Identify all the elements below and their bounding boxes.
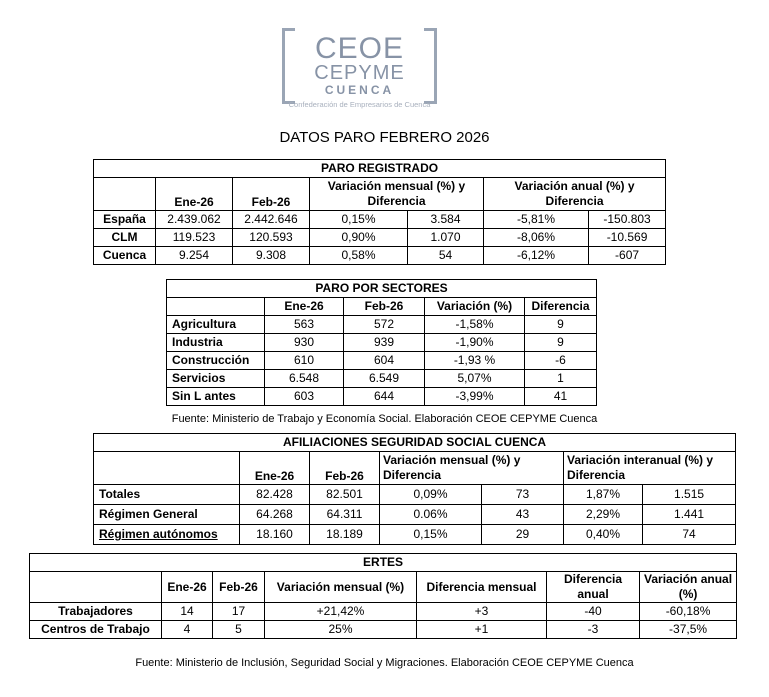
cell-feb: 604: [344, 352, 425, 370]
paro-registrado-table: [93, 159, 666, 265]
cell-var-mensual: +21,42%: [265, 603, 417, 621]
ertes-table: [29, 553, 737, 639]
cell-variacion: 5,07%: [425, 370, 525, 388]
cell-var-anual: -6,12%: [484, 247, 589, 265]
col-header-var-anual: Variación anual (%): [640, 572, 737, 603]
row-label: España: [94, 211, 156, 229]
logo-frame-right: [424, 28, 437, 104]
cell-var-mensual: 0,58%: [310, 247, 408, 265]
cell-dif-anual: -3: [547, 621, 640, 639]
cell-variacion: -1,90%: [425, 334, 525, 352]
cell-ene: 18.160: [240, 525, 310, 545]
fuente-ministerio-trabajo: Fuente: Ministerio de Trabajo y Economía Social. Elaboración CEOE CEPYME Cuenca: [171, 413, 598, 425]
table-row: [94, 485, 736, 505]
afiliaciones-corner: [94, 452, 240, 485]
cell-var-mensual: 0,15%: [380, 525, 482, 545]
table-row: [30, 603, 737, 621]
col-header-feb: Feb-26: [310, 452, 380, 485]
table-row: [167, 334, 597, 352]
row-label: Centros de Trabajo: [30, 621, 162, 639]
table-row: [94, 525, 736, 545]
table-row: [94, 229, 666, 247]
table-row: [167, 352, 597, 370]
cell-ene: 82.428: [240, 485, 310, 505]
cell-var-mensual: 0.06%: [380, 505, 482, 525]
table-row: [94, 247, 666, 265]
cell-feb: 64.311: [310, 505, 380, 525]
row-label: Agricultura: [167, 316, 265, 334]
col-header-dif-anual: Diferencia anual: [547, 572, 640, 603]
cell-dif-mensual: +1: [417, 621, 547, 639]
logo-tagline: Confederación de Empresarios de Cuenca: [288, 100, 431, 109]
cell-feb: 939: [344, 334, 425, 352]
cell-dif-mensual: 43: [482, 505, 564, 525]
cell-ene: 603: [265, 388, 344, 406]
cell-ene: 119.523: [156, 229, 233, 247]
paro-sectores-caption: PARO POR SECTORES: [167, 280, 597, 298]
row-label: Trabajadores: [30, 603, 162, 621]
col-header-feb: Feb-26: [213, 572, 265, 603]
ertes-corner: [30, 572, 162, 603]
logo-text-cuenca: CUENCA: [324, 83, 395, 97]
cell-var-mensual: 0,09%: [380, 485, 482, 505]
cell-var-anual: -60,18%: [640, 603, 737, 621]
cell-ene: 64.268: [240, 505, 310, 525]
table-row: [94, 505, 736, 525]
col-header-var-interanual: Variación interanual (%) y Diferencia: [564, 452, 736, 485]
table-row: [167, 370, 597, 388]
logo-frame-left: [282, 28, 295, 104]
paro-sectores-table: [166, 279, 597, 406]
col-header-feb: Feb-26: [233, 178, 310, 211]
paro-registrado-caption: PARO REGISTRADO: [94, 160, 666, 178]
cell-var-mensual: 25%: [265, 621, 417, 639]
cell-dif-interanual: 1.441: [643, 505, 736, 525]
row-label: Sin L antes: [167, 388, 265, 406]
cell-var-mensual: 0,15%: [310, 211, 408, 229]
cell-diferencia: 9: [525, 334, 597, 352]
cell-dif-mensual: 54: [408, 247, 484, 265]
cell-ene: 9.254: [156, 247, 233, 265]
ertes-caption: ERTES: [30, 554, 737, 572]
cell-feb: 6.549: [344, 370, 425, 388]
cell-dif-mensual: +3: [417, 603, 547, 621]
cell-ene: 563: [265, 316, 344, 334]
cell-feb: 82.501: [310, 485, 380, 505]
cell-var-anual: -8,06%: [484, 229, 589, 247]
cell-dif-mensual: 73: [482, 485, 564, 505]
cell-dif-anual: -40: [547, 603, 640, 621]
fuente-ministerio-inclusion: Fuente: Ministerio de Inclusión, Seguridad Social y Migraciones. Elaboración CEOE CEPYME Cuenca: [135, 657, 634, 669]
col-header-var-mensual: Variación mensual (%) y Diferencia: [380, 452, 564, 485]
cell-feb: 644: [344, 388, 425, 406]
cell-var-interanual: 1,87%: [564, 485, 643, 505]
table-row: [167, 388, 597, 406]
col-header-ene: Ene-26: [265, 298, 344, 316]
cell-diferencia: -6: [525, 352, 597, 370]
cell-ene: 6.548: [265, 370, 344, 388]
col-header-diferencia: Diferencia: [525, 298, 597, 316]
cell-feb: 17: [213, 603, 265, 621]
table-row: [94, 211, 666, 229]
cell-feb: 572: [344, 316, 425, 334]
cell-diferencia: 9: [525, 316, 597, 334]
cell-ene: 14: [162, 603, 213, 621]
cell-variacion: -3,99%: [425, 388, 525, 406]
col-header-var-mensual: Variación mensual (%): [265, 572, 417, 603]
cell-var-anual: -5,81%: [484, 211, 589, 229]
cell-var-interanual: 2,29%: [564, 505, 643, 525]
col-header-variacion: Variación (%): [425, 298, 525, 316]
cell-dif-mensual: 1.070: [408, 229, 484, 247]
cell-diferencia: 41: [525, 388, 597, 406]
cell-ene: 2.439.062: [156, 211, 233, 229]
cell-ene: 4: [162, 621, 213, 639]
afiliaciones-caption: AFILIACIONES SEGURIDAD SOCIAL CUENCA: [94, 434, 736, 452]
row-label-link[interactable]: Régimen autónomos: [94, 525, 240, 545]
cell-feb: 9.308: [233, 247, 310, 265]
cell-var-interanual: 0,40%: [564, 525, 643, 545]
col-header-dif-mensual: Diferencia mensual: [417, 572, 547, 603]
cell-dif-anual: -607: [589, 247, 666, 265]
cell-dif-interanual: 74: [643, 525, 736, 545]
row-label: Totales: [94, 485, 240, 505]
cell-dif-anual: -10.569: [589, 229, 666, 247]
cell-feb: 120.593: [233, 229, 310, 247]
cell-dif-mensual: 29: [482, 525, 564, 545]
afiliaciones-table: [93, 433, 736, 545]
cell-ene: 930: [265, 334, 344, 352]
cell-ene: 610: [265, 352, 344, 370]
cell-variacion: -1,58%: [425, 316, 525, 334]
row-label: Industria: [167, 334, 265, 352]
cell-dif-anual: -150.803: [589, 211, 666, 229]
col-header-feb: Feb-26: [344, 298, 425, 316]
ceoe-cepyme-logo: [282, 28, 437, 112]
row-label: Construcción: [167, 352, 265, 370]
cell-var-mensual: 0,90%: [310, 229, 408, 247]
cell-variacion: -1,93 %: [425, 352, 525, 370]
row-label: Cuenca: [94, 247, 156, 265]
row-label: Régimen General: [94, 505, 240, 525]
cell-feb: 2.442.646: [233, 211, 310, 229]
col-header-ene: Ene-26: [162, 572, 213, 603]
cell-dif-interanual: 1.515: [643, 485, 736, 505]
col-header-var-anual: Variación anual (%) y Diferencia: [484, 178, 666, 211]
col-header-ene: Ene-26: [156, 178, 233, 211]
col-header-ene: Ene-26: [240, 452, 310, 485]
col-header-var-mensual: Variación mensual (%) y Diferencia: [310, 178, 484, 211]
cell-diferencia: 1: [525, 370, 597, 388]
paro-registrado-corner: [94, 178, 156, 211]
row-label: CLM: [94, 229, 156, 247]
cell-dif-mensual: 3.584: [408, 211, 484, 229]
cell-var-anual: -37,5%: [640, 621, 737, 639]
cell-feb: 18.189: [310, 525, 380, 545]
page-title: DATOS PARO FEBRERO 2026: [279, 129, 490, 146]
cell-feb: 5: [213, 621, 265, 639]
table-row: [167, 316, 597, 334]
logo-text-cepyme: CEPYME: [314, 62, 405, 84]
table-row: [30, 621, 737, 639]
logo-text-ceoe: CEOE: [314, 32, 405, 65]
row-label: Servicios: [167, 370, 265, 388]
paro-sectores-corner: [167, 298, 265, 316]
